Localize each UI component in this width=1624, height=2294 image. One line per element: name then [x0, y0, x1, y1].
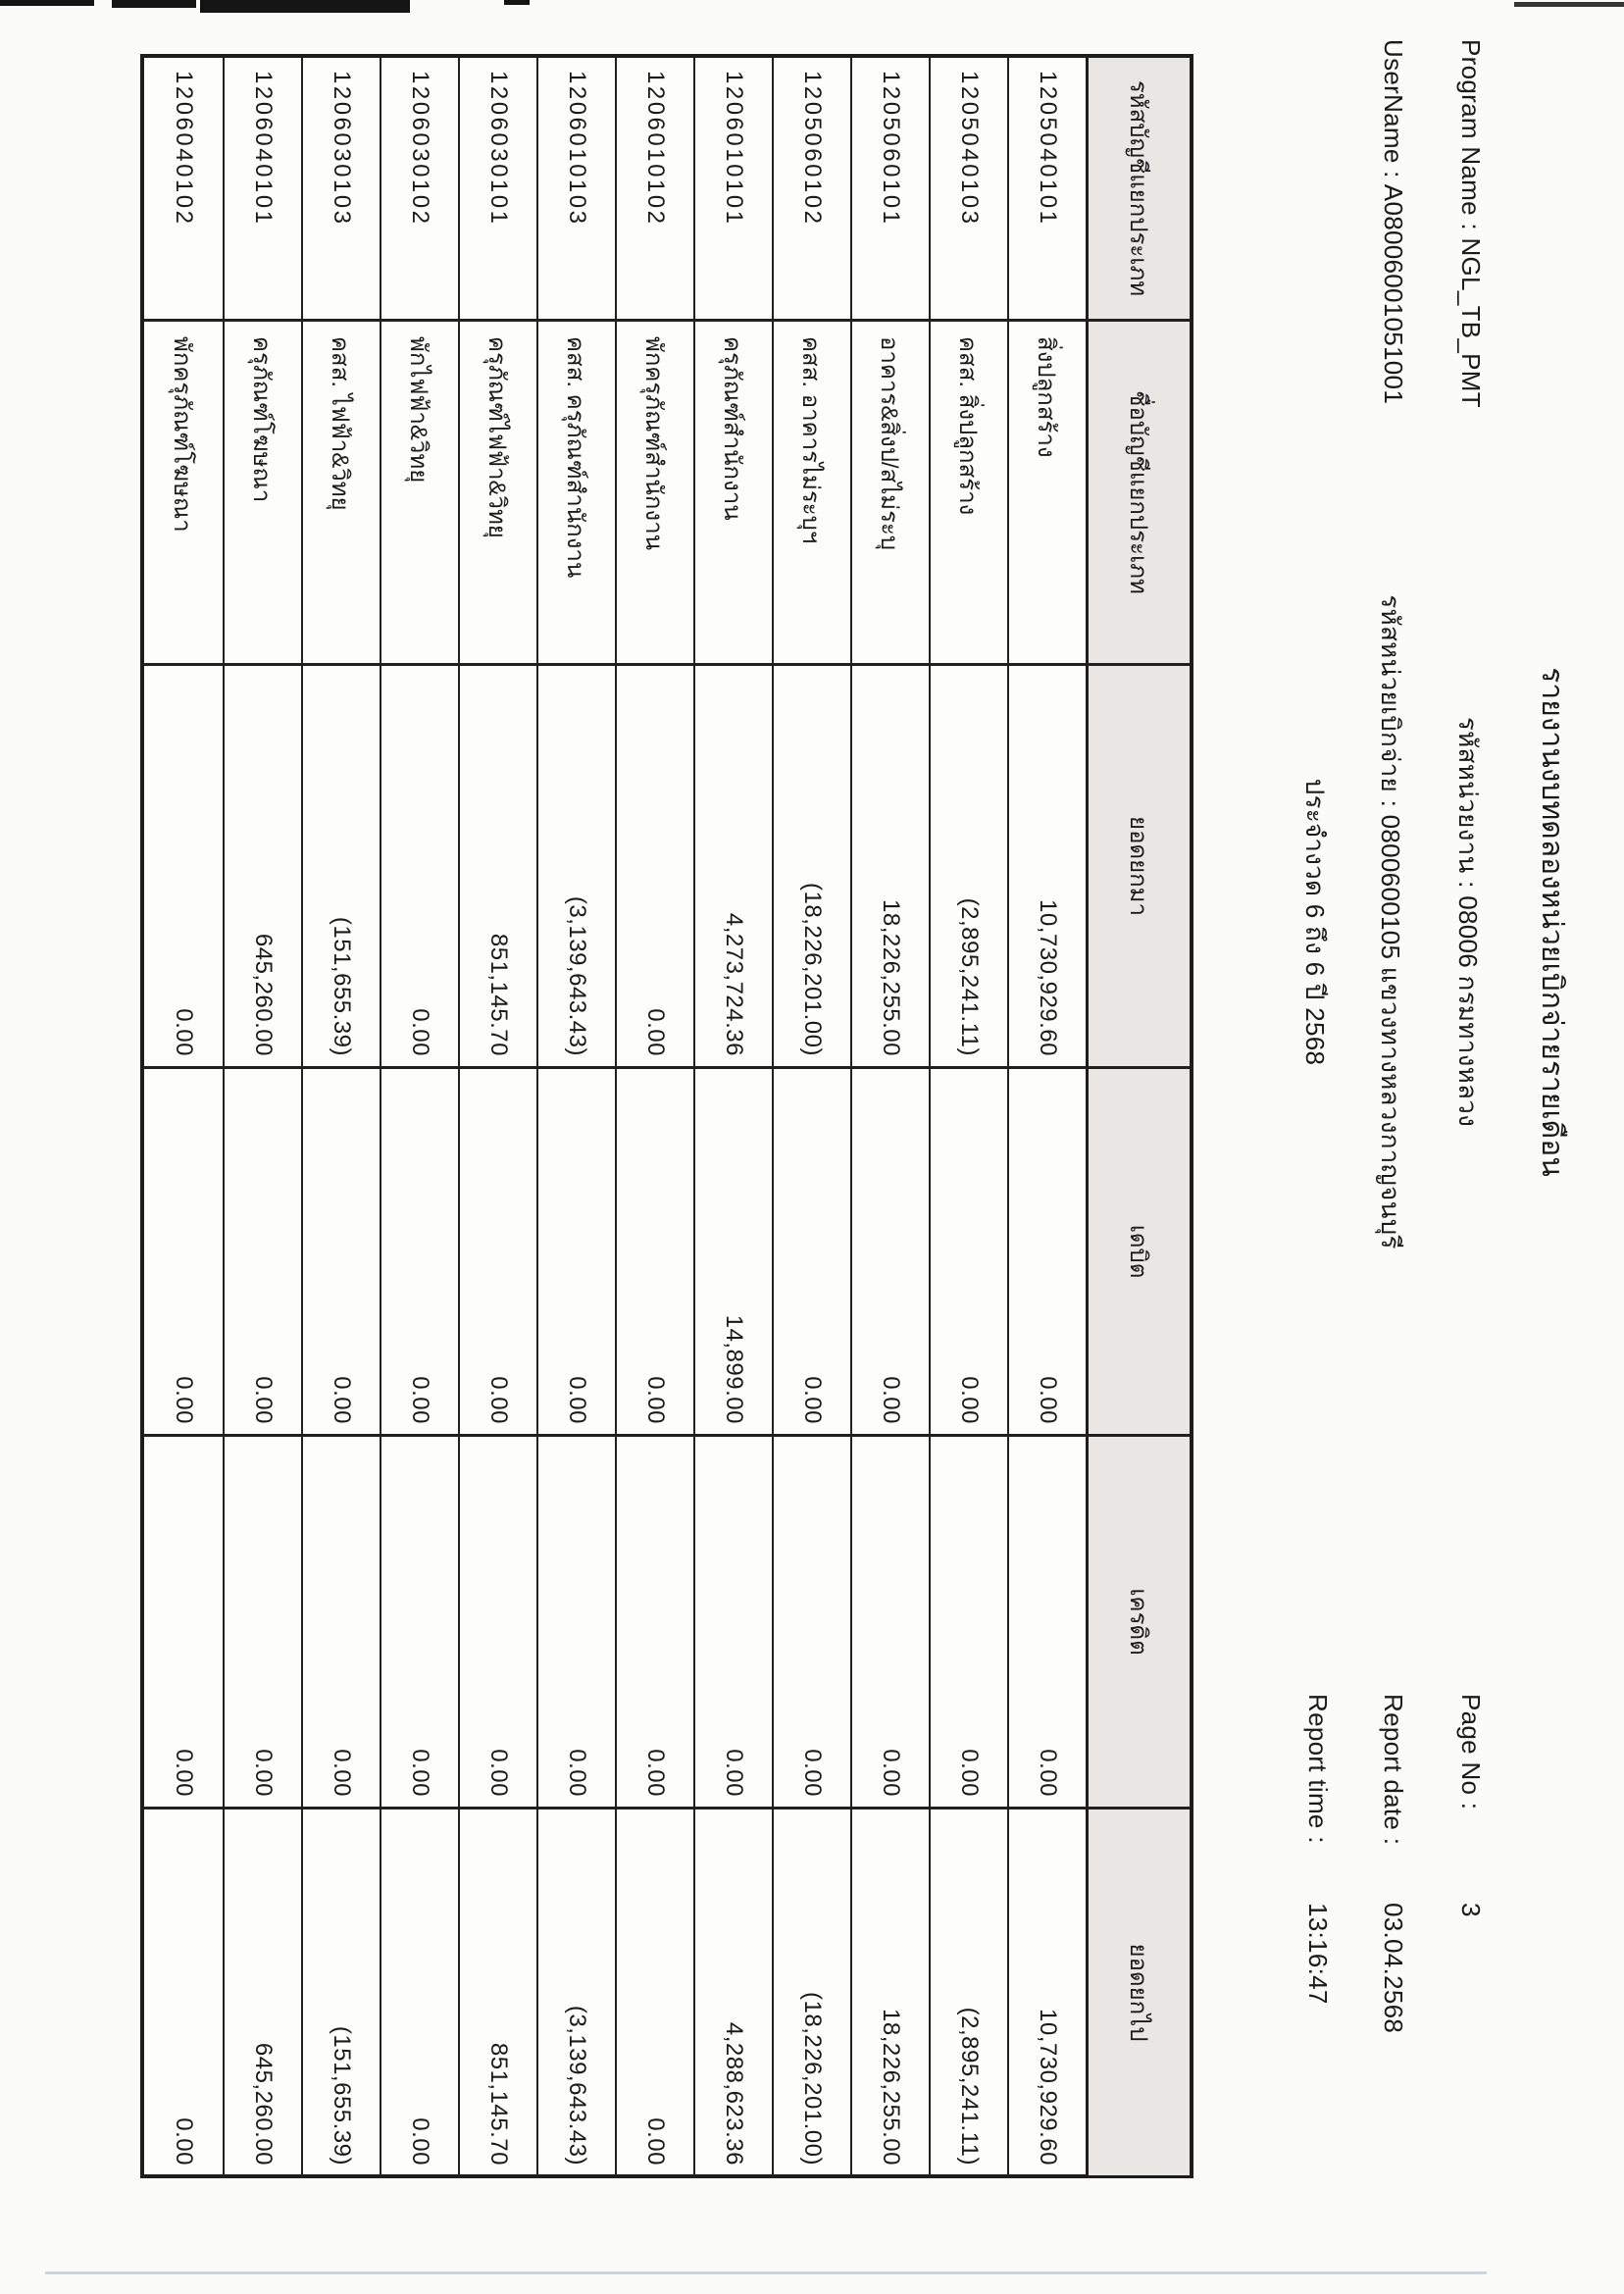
page-no-label: Page No :: [1456, 1694, 1486, 1810]
page-no-value: 3: [1456, 1903, 1486, 1917]
report-time-label: Report time :: [1303, 1694, 1333, 1844]
account-code-cell: 1205060101: [850, 58, 929, 322]
carry-forward-cell: 0.00: [380, 666, 458, 1069]
period-value: ประจำงวด 6 ถึง 6 ปี 2568: [1300, 778, 1330, 1066]
program-name-label: Program Name :: [1456, 39, 1486, 230]
agency-value: 08006 กรมทางหลวง: [1453, 895, 1483, 1128]
table-row: [301, 58, 380, 2174]
scanner-edge-mark: [0, 0, 94, 6]
column-header-debit: เดบิต: [1086, 1069, 1190, 1437]
table-row: [380, 58, 458, 2174]
column-header-credit: เครดิต: [1086, 1437, 1190, 1810]
debit-cell: 0.00: [458, 1069, 536, 1437]
account-name-cell: อาคาร&สิ่งป/สไม่ระบุ: [850, 322, 929, 666]
account-code-cell: 1206010101: [693, 58, 772, 322]
debit-cell: 14,899.00: [693, 1069, 772, 1437]
disburse-unit-label: รหัสหน่วยเบิกจ่าย :: [1376, 594, 1405, 808]
balance-cell: 18,226,255.00: [850, 1810, 929, 2175]
carry-forward-cell: (3,139,643.43): [536, 666, 615, 1069]
agency-line: [1447, 0, 1488, 1844]
column-header-account-code: รหัสบัญชีแยกประเภท: [1086, 58, 1190, 322]
account-name-cell: คสส. ไฟฟ้า&วิทยุ: [301, 322, 380, 666]
column-header-balance: ยอดยกไป: [1086, 1810, 1190, 2175]
credit-cell: 0.00: [693, 1437, 772, 1810]
balance-cell: 0.00: [615, 1810, 693, 2175]
account-name-cell: คสส. อาคารไม่ระบุฯ: [772, 322, 850, 666]
debit-cell: 0.00: [1007, 1069, 1086, 1437]
credit-cell: 0.00: [144, 1437, 223, 1810]
carry-forward-cell: 0.00: [144, 666, 223, 1069]
account-code-cell: 1205040103: [929, 58, 1007, 322]
credit-cell: 0.00: [380, 1437, 458, 1810]
debit-cell: 0.00: [301, 1069, 380, 1437]
debit-cell: 0.00: [772, 1069, 850, 1437]
table-row: [693, 58, 772, 2174]
account-name-cell: ครุภัณฑ์โฆษณา: [223, 322, 301, 666]
scanner-edge-mark: [504, 0, 530, 5]
table-row: [850, 58, 929, 2174]
trial-balance-table: [140, 54, 1193, 2178]
account-code-cell: 1206030103: [301, 58, 380, 322]
account-code-cell: 1205060102: [772, 58, 850, 322]
credit-cell: 0.00: [772, 1437, 850, 1810]
account-code-cell: 1206040102: [144, 58, 223, 322]
report-title-band: [1529, 0, 1575, 1844]
balance-cell: (151,655.39): [301, 1810, 380, 2175]
account-name-cell: ครุภัณฑ์สำนักงาน: [693, 322, 772, 666]
carry-forward-cell: 0.00: [615, 666, 693, 1069]
table-row: [772, 58, 850, 2174]
page-edge-shadow-line: [45, 2271, 1487, 2274]
carry-forward-cell: 851,145.70: [458, 666, 536, 1069]
program-name-value: NGL_TB_PMT: [1456, 237, 1486, 408]
table-row: [144, 58, 223, 2174]
debit-cell: 0.00: [615, 1069, 693, 1437]
account-code-cell: 1206010102: [615, 58, 693, 322]
carry-forward-cell: 10,730,929.60: [1007, 666, 1086, 1069]
credit-cell: 0.00: [615, 1437, 693, 1810]
debit-cell: 0.00: [536, 1069, 615, 1437]
account-code-cell: 1206010103: [536, 58, 615, 322]
balance-cell: (18,226,201.00): [772, 1810, 850, 2175]
balance-cell: 4,288,623.36: [693, 1810, 772, 2175]
debit-cell: 0.00: [223, 1069, 301, 1437]
report-time-line: [1302, 1694, 1333, 2086]
balance-cell: 0.00: [171, 2117, 197, 2166]
account-code-cell: 1205040101: [1007, 58, 1086, 322]
table-row: [615, 58, 693, 2174]
credit-cell: 0.00: [850, 1437, 929, 1810]
account-name-cell: พักไฟฟ้า&วิทยุ: [380, 322, 458, 666]
credit-cell: 0.00: [1007, 1437, 1086, 1810]
credit-cell: 0.00: [536, 1437, 615, 1810]
carry-forward-cell: 645,260.00: [223, 666, 301, 1069]
debit-cell: 0.00: [144, 1069, 223, 1437]
report-date-line: [1378, 1694, 1408, 2086]
account-name-cell: พักครุภัณฑ์สำนักงาน: [615, 322, 693, 666]
account-code-cell: 1206030101: [458, 58, 536, 322]
carry-forward-cell: (151,655.39): [301, 666, 380, 1069]
report-title: รายงานงบทดลองหน่วยเบิกจ่ายรายเดือน: [1536, 667, 1568, 1177]
account-code-cell: 1206040101: [223, 58, 301, 322]
table-row: [458, 58, 536, 2174]
credit-cell: 0.00: [301, 1437, 380, 1810]
account-name-cell: พักครุภัณฑ์โฆษณา: [144, 322, 223, 666]
debit-cell: 0.00: [850, 1069, 929, 1437]
table-row: [929, 58, 1007, 2174]
debit-cell: 0.00: [929, 1069, 1007, 1437]
report-time-value: 13:16:47: [1303, 1903, 1333, 2005]
credit-cell: 0.00: [929, 1437, 1007, 1810]
carry-forward-cell: (2,895,241.11): [929, 666, 1007, 1069]
page-no-line: [1455, 1694, 1486, 2086]
table-row: [223, 58, 301, 2174]
account-code-cell: 1206030102: [380, 58, 458, 322]
carry-forward-cell: 18,226,255.00: [850, 666, 929, 1069]
balance-cell: (3,139,643.43): [536, 1810, 615, 2175]
credit-cell: 0.00: [458, 1437, 536, 1810]
debit-cell: 0.00: [380, 1069, 458, 1437]
column-header-account-name: ชื่อบัญชีแยกประเภท: [1086, 322, 1190, 666]
disburse-unit-line: [1370, 0, 1410, 1844]
carry-forward-cell: 4,273,724.36: [693, 666, 772, 1069]
balance-cell: 645,260.00: [223, 1810, 301, 2175]
scanner-edge-mark: [112, 0, 196, 8]
username-value: A08006001051001: [1379, 183, 1408, 405]
table-body: [144, 58, 1086, 2174]
carry-forward-cell: (18,226,201.00): [772, 666, 850, 1069]
table-row: [1007, 58, 1086, 2174]
table-row: [536, 58, 615, 2174]
account-name-cell: คสส. ครุภัณฑ์สำนักงาน: [536, 322, 615, 666]
period-line: [1294, 0, 1335, 1844]
disburse-unit-value: 0800600105 แขวงทางหลวงกาญจนบุรี: [1376, 814, 1405, 1249]
scanner-edge-mark: [200, 0, 410, 13]
report-date-value: 03.04.2568: [1379, 1903, 1408, 2034]
balance-cell: 0.00: [380, 1810, 458, 2175]
username-label: UserName :: [1379, 39, 1408, 178]
balance-cell: 10,730,929.60: [1007, 1810, 1086, 2175]
balance-cell: 851,145.70: [458, 1810, 536, 2175]
account-name-cell: สิ่งปลูกสร้าง: [1007, 322, 1086, 666]
balance-cell: (2,895,241.11): [929, 1810, 1007, 2175]
agency-label: รหัสหน่วยงาน :: [1453, 716, 1483, 889]
credit-cell: 0.00: [223, 1437, 301, 1810]
account-name-cell: ครุภัณฑ์ไฟฟ้า&วิทยุ: [458, 322, 536, 666]
table-header-row: [1086, 58, 1190, 2174]
account-name-cell: คสส. สิ่งปลูกสร้าง: [929, 322, 1007, 666]
report-date-label: Report date :: [1379, 1694, 1408, 1846]
column-header-carry-forward: ยอดยกมา: [1086, 666, 1190, 1069]
